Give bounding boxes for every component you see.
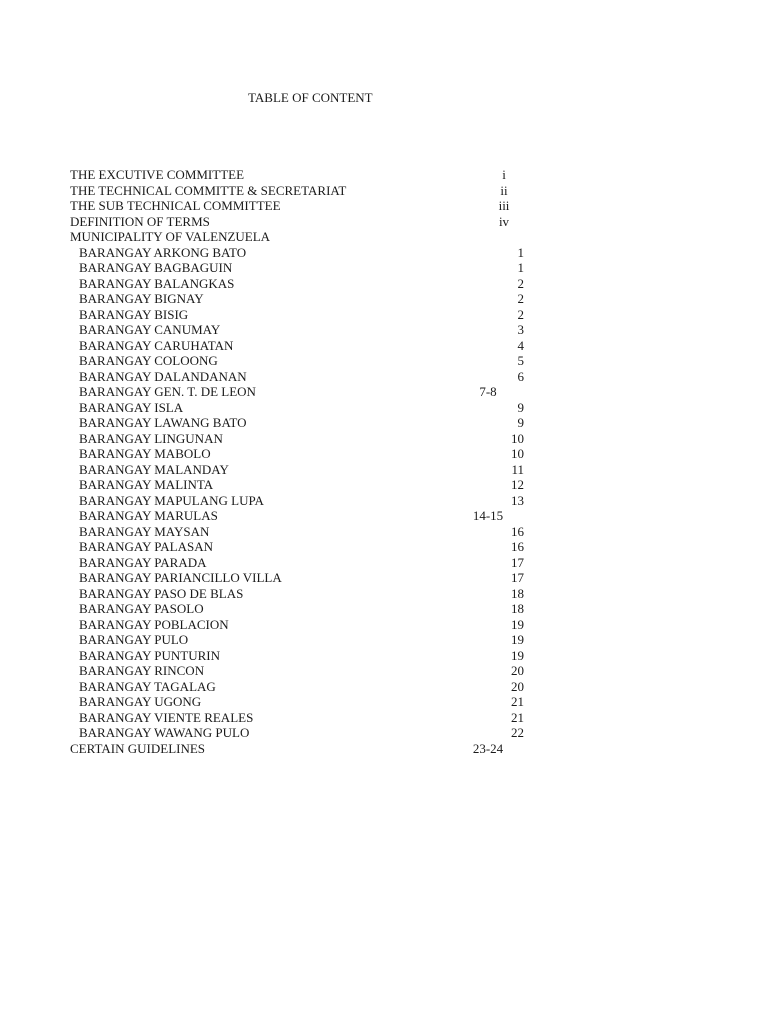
toc-entry-page-number: 5 [517,353,524,368]
toc-subentry [0,663,768,679]
toc-entry [0,229,768,245]
toc-subentry [0,648,768,664]
toc-entry-label: CERTAIN GUIDELINES [70,740,206,756]
toc-entry-page-number: 20 [511,663,524,678]
toc-entry-page-number: 19 [511,647,524,663]
toc-subentry [0,431,768,447]
toc-subentry [0,477,768,493]
toc-entry-page-number: 10 [511,446,524,461]
toc-entry-label: BARANGAY POBLACION [79,616,229,632]
toc-entry-label: BARANGAY UGONG [79,694,202,709]
toc-subentry [0,694,768,710]
toc-subentry [0,415,768,431]
toc-entry-page-number: 3 [517,322,524,337]
toc-entry-page-number: 17 [511,554,524,570]
page-title: TABLE OF CONTENT [248,90,373,105]
toc-entry-label: BARANGAY MABOLO [79,446,211,461]
toc-subentry [0,570,768,586]
toc-entry-label: BARANGAY MALANDAY [79,461,229,477]
toc-entry-label: BARANGAY VIENTE REALES [79,709,254,725]
toc-subentry [0,400,768,416]
toc-entry-label: BARANGAY DALANDANAN [79,368,247,384]
toc-entry-label: MUNICIPALITY OF VALENZUELA [70,229,271,244]
toc-entry-page-number: 1 [517,244,524,260]
toc-entry-page-number: 23-24 [472,740,504,756]
toc-entry-page-number: 4 [517,337,524,353]
toc-entry-label: THE SUB TECHNICAL COMMITTEE [70,198,281,213]
table-of-contents [0,167,768,767]
toc-entry-page-number: iii [498,198,510,213]
toc-entry-label: BARANGAY BALANGKAS [79,275,235,291]
toc-subentry [0,291,768,307]
toc-entry-label: BARANGAY BIGNAY [79,291,204,306]
toc-entry-label: BARANGAY TAGALAG [79,678,216,694]
toc-entry-page-number: 13 [511,492,524,508]
toc-entry-page-number: 16 [511,523,524,539]
toc-subentry [0,307,768,323]
toc-entry [0,741,768,757]
toc-entry-page-number: 2 [517,306,524,322]
toc-entry-page-number: 6 [517,368,524,384]
toc-subentry [0,353,768,369]
toc-subentry [0,555,768,571]
toc-entry-label: BARANGAY PULO [79,632,189,647]
toc-entry-page-number: 21 [511,694,524,709]
toc-entry-label: BARANGAY GEN. T. DE LEON [79,384,256,399]
toc-entry-label: BARANGAY MAYSAN [79,523,210,539]
toc-entry-page-number: iv [498,213,510,229]
toc-entry-label: BARANGAY PARIANCILLO VILLA [79,570,282,585]
toc-entry-label: THE EXCUTIVE COMMITTEE [70,167,245,182]
toc-entry-page-number: i [502,167,506,182]
toc-subentry [0,601,768,617]
toc-entry-label: BARANGAY BISIG [79,306,189,322]
toc-entry-page-number: 20 [511,678,524,694]
toc-subentry [0,322,768,338]
toc-entry-page-number: 9 [517,399,524,415]
toc-entry-label: BARANGAY CANUMAY [79,322,221,337]
toc-subentry [0,617,768,633]
toc-entry [0,214,768,230]
toc-subentry [0,710,768,726]
toc-entry-page-number: 22 [511,725,524,740]
toc-entry-label: DEFINITION OF TERMS [70,213,210,229]
toc-subentry [0,245,768,261]
toc-entry-page-number: 19 [511,632,524,647]
toc-entry-label: BARANGAY BAGBAGUIN [79,260,233,275]
toc-entry-label: BARANGAY COLOONG [79,353,218,368]
toc-subentry [0,260,768,276]
toc-entry-label: BARANGAY CARUHATAN [79,337,234,353]
toc-subentry [0,369,768,385]
toc-entry-label: BARANGAY PASOLO [79,601,204,616]
toc-entry-label: BARANGAY PUNTURIN [79,647,220,663]
toc-subentry [0,446,768,462]
toc-subentry [0,384,768,400]
toc-entry-page-number: 18 [511,601,524,616]
toc-entry-label: BARANGAY LINGUNAN [79,430,223,446]
toc-entry-page-number: 11 [511,461,524,477]
toc-entry-page-number: 16 [511,539,524,554]
toc-entry [0,167,768,183]
toc-entry-label: THE TECHNICAL COMMITTE & SECRETARIAT [70,182,347,198]
toc-entry-page-number: 19 [511,616,524,632]
toc-entry-page-number: 18 [511,585,524,601]
toc-entry-page-number: 14-15 [472,508,504,523]
toc-entry-label: BARANGAY ARKONG BATO [79,244,247,260]
toc-entry-page-number: ii [500,182,508,198]
toc-entry-label: BARANGAY PALASAN [79,539,214,554]
toc-entry-label: BARANGAY MALINTA [79,477,214,492]
toc-entry-page-number: 21 [511,709,524,725]
toc-subentry [0,632,768,648]
toc-entry-page-number: 10 [511,430,524,446]
toc-entry-label: BARANGAY ISLA [79,399,184,415]
toc-subentry [0,725,768,741]
toc-entry-label: BARANGAY LAWANG BATO [79,415,247,430]
toc-subentry [0,524,768,540]
toc-subentry [0,493,768,509]
toc-entry-page-number: 2 [517,291,524,306]
toc-entry-page-number: 7-8 [479,384,497,399]
toc-entry-label: BARANGAY MARULAS [79,508,218,523]
toc-subentry [0,276,768,292]
toc-entry [0,183,768,199]
toc-entry-page-number: 1 [517,260,524,275]
toc-subentry [0,539,768,555]
toc-entry-label: BARANGAY WAWANG PULO [79,725,250,740]
toc-subentry [0,462,768,478]
toc-subentry [0,586,768,602]
toc-subentry [0,338,768,354]
toc-entry-page-number: 17 [511,570,524,585]
toc-entry-label: BARANGAY PASO DE BLAS [79,585,244,601]
toc-entry [0,198,768,214]
toc-entry-page-number: 12 [511,477,524,492]
toc-subentry [0,508,768,524]
toc-entry-label: BARANGAY PARADA [79,554,207,570]
toc-subentry [0,679,768,695]
toc-entry-label: BARANGAY MAPULANG LUPA [79,492,264,508]
toc-entry-label: BARANGAY RINCON [79,663,205,678]
toc-entry-page-number: 2 [517,275,524,291]
toc-entry-page-number: 9 [517,415,524,430]
